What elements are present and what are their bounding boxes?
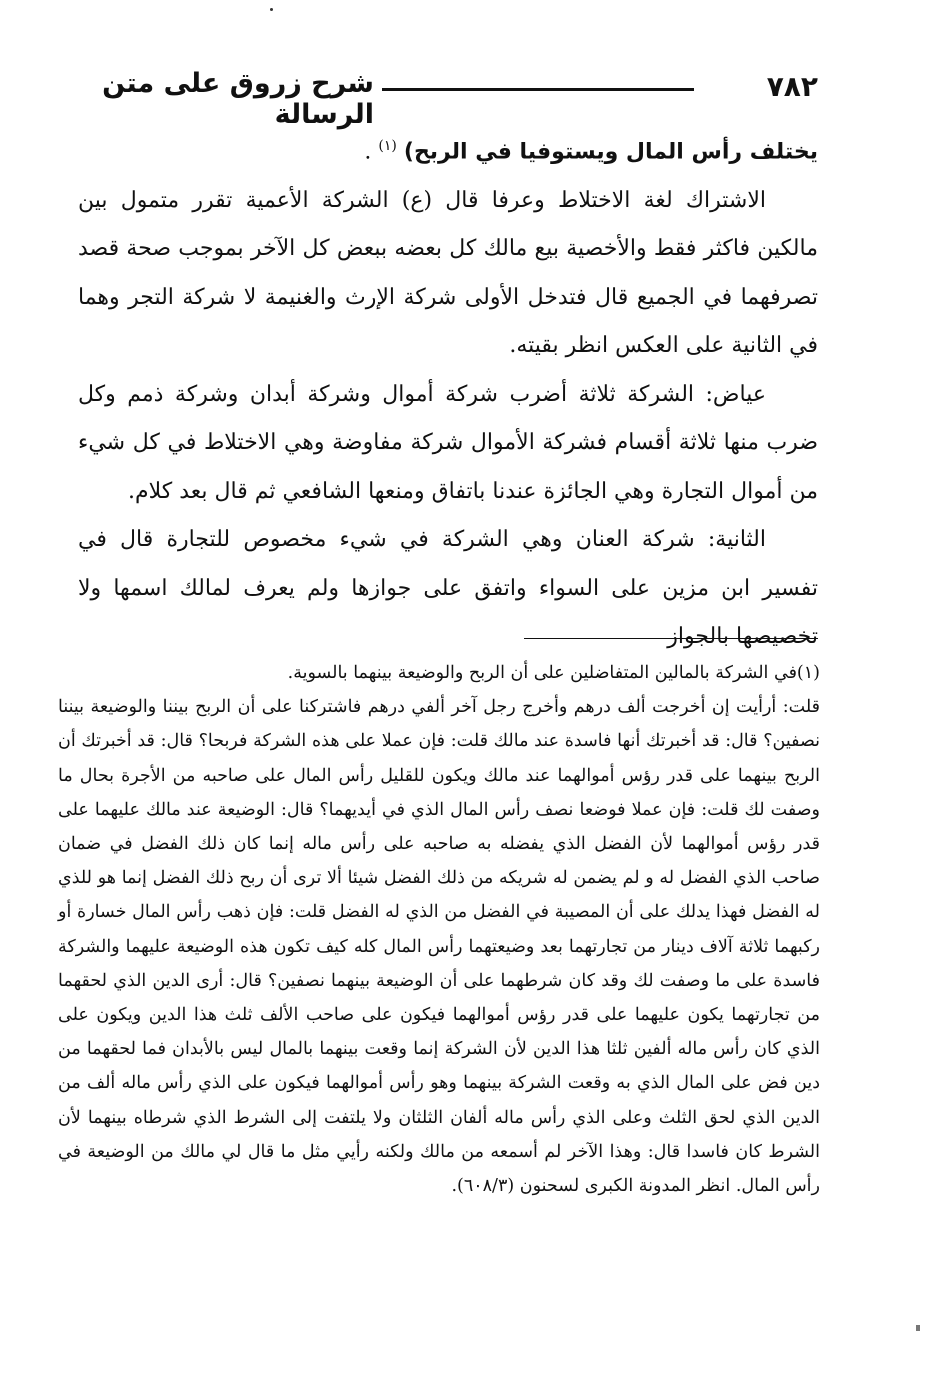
paragraph: عياض: الشركة ثلاثة أضرب شركة أموال وشركة أبدان وشركة ذمم وكل ضرب منها ثلاثة أقسام فشركة الأموال شركة مفاوضة وهي الاختلاط في كل شيء من أموال التجارة وهي الجائزة عندنا باتفاق ومنعها الشافعي ثم قال بعد كلام. (78, 381, 818, 504)
paragraph: الاشتراك لغة الاختلاط وعرفا قال (ع) الشركة الأعمية تقرر متمول بين مالكين فاكثر فقط والأخصية بيع مالك كل بعضه ببعض كل الآخر بموجب صحة قصد تصرفهما في الجميع قال فتدخل الأولى شركة الإرث والغنيمة لا شركة التجر وهما في الثانية على العكس انظر بقيته. (78, 187, 818, 359)
header-rule (382, 88, 694, 91)
lead-end: . (364, 139, 372, 165)
lead-text: يختلف رأس المال ويستوفيا في الربح) (403, 139, 818, 165)
main-text (78, 122, 818, 662)
page-header (70, 66, 830, 130)
scan-mark (916, 1325, 920, 1331)
running-title: شرح زروق على متن الرسالة (102, 68, 374, 130)
lead-line (78, 122, 818, 177)
footnotes (58, 656, 820, 1203)
scan-mark (270, 8, 273, 11)
footnote: (١)في الشركة بالمالين المتفاضلين على أن الربح والوضيعة بينهما بالسوية. (287, 663, 820, 683)
footnote-separator (524, 638, 818, 639)
footnote-text: قلت: أرأيت إن أخرجت ألف درهم وأخرج رجل آخر ألفي درهم فاشتركنا على أن الربح بيننا والوضيعة بيننا نصفين؟ قال: قد أخبرتك أنها فاسدة عند مالك قلت: فإن عملا على هذه الشركة فربحا؟ قال: قد أخبرتك أن الربح بينهما على قدر رؤس أموالهما عند مالك ويكون للقليل رأس المال على صاحبه من الأجرة بحال ما وصفت لك قلت: فإن عملا فوضعا نصف رأس المال الذي في أيديهما؟ قال: الوضيعة عند مالك عليهما على قدر رؤس أموالهما لأن الفضل الذي يفضله به صاحبه على رأس ماله إنما كان ذلك الفضل في ضمان صاحب الذي الفضل له و لم يضمن له شريكه من ذلك الفضل شيئا ألا ترى أن ربح ذلك الفضل إنما هو للذي له الفضل فهذا يدلك على أن المصيبة في الفضل من الذي له الفضل قلت: فإن ذهب رأس المال خسارة أو ركبهما ثلاثة آلاف دينار من تجارتهما بعد وضيعتهما رأس المال كله كيف تكون هذه الوضيعة عليهما والشركة فاسدة على ما وصفت لك وقد كان شرطهما على أن الوضيعة بينهما نصفين؟ قال: أرى الدين الذي لحقهما من تجارتهما يكون عليهما على قدر رؤس أموالهما فيكون على صاحب الألف ثلث هذا الدين ويكون على الذي كان رأس ماله ألفين ثلثا هذا الدين لأن الشركة إنما وقعت بينهما بالمال ليس بالأبدان فما لحقهما من دين فض على المال الذي به وقعت الشركة بينهما وهو رأس أموالهما فيكون على الذي رأس ماله ألف من الدين الذي لحق الثلث وعلى الذي رأس ماله ألفان الثلثان ولا يلتفت إلى الشرط الذي شرطاه بينهما لأن الشرط كان فاسدا قال: وهذا الآخر لم أسمعه من مالك ولكنه رأيي مثل ما قال لي مالك من الوضيعة في رأس المال. انظر المدونة الكبرى لسحنون (٦٠٨/٣). (58, 697, 820, 1197)
paragraph: الثانية: شركة العنان وهي الشركة في شيء مخصوص للتجارة قال في تفسير ابن مزين على السواء واتفق على جوازها ولم يعرف لمالك اسمها ولا تخصيصها بالجواز (78, 527, 818, 650)
footnote-ref: (١) (378, 138, 397, 154)
page-number: ٧٨٢ (766, 70, 818, 103)
